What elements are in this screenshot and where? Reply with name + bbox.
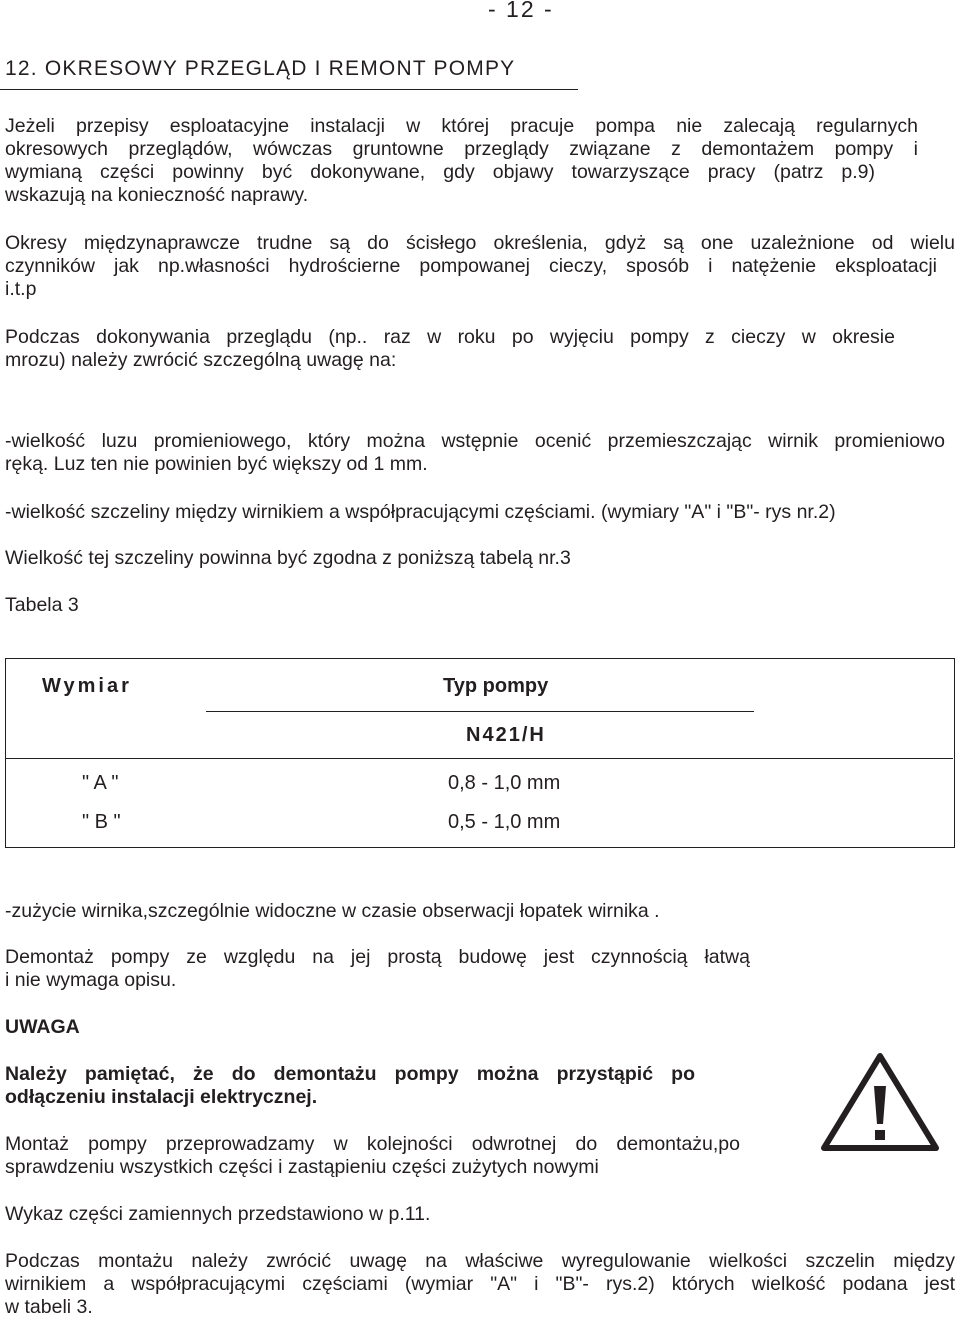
title-underline	[0, 89, 578, 90]
table-row-a-value: 0,8 - 1,0 mm	[448, 772, 561, 794]
page-number: - 12 -	[488, 0, 554, 22]
intervals-paragraph	[5, 232, 955, 301]
intervals-line: czynników jak np.własności hydrościerne pompowanej cieczy, sposób i natężenie eksploatacji	[5, 255, 937, 277]
assembly-line: Montaż pompy przeprowadzamy w kolejności odwrotnej do demontażu,po	[5, 1133, 740, 1155]
intro-paragraph	[5, 115, 918, 207]
table-label: Tabela 3	[5, 594, 79, 616]
final-line: wirnikiem a współpracującymi częściami (wymiar "A" i "B"- rys.2) których wielkość podana jest	[5, 1273, 955, 1295]
intro-line: wymianą części powinny być dokonywane, gdy objawy towarzyszące pracy (patrz p.9)	[5, 161, 875, 183]
disassembly-paragraph	[5, 946, 750, 992]
intro-line: Jeżeli przepisy esploatacyjne instalacji w której pracuje pompa nie zalecają regularnych	[5, 115, 918, 137]
table-divider	[206, 711, 754, 712]
final-paragraph	[5, 1250, 955, 1319]
warning-text	[5, 1063, 695, 1109]
disassembly-line: Demontaż pompy ze względu na jej prostą budowę jest czynnością łatwą	[5, 946, 750, 968]
table-header-pump-type: Typ pompy	[443, 675, 549, 697]
assembly-line: sprawdzeniu wszystkich części i zastąpieniu części zużytych nowymi	[5, 1156, 599, 1178]
radial-play-paragraph	[5, 430, 945, 476]
intervals-line: Okresy międzynaprawcze trudne są do ścisłego określenia, gdyż są one uzależnione od wielu	[5, 232, 955, 254]
section-title: 12. OKRESOWY PRZEGLĄD I REMONT POMPY	[5, 57, 516, 80]
gap-table-reference: Wielkość tej szczeliny powinna być zgodna z poniższą tabelą nr.3	[5, 547, 571, 569]
intro-line: wskazują na konieczność naprawy.	[5, 184, 309, 206]
gap-paragraph: -wielkość szczeliny między wirnikiem a współpracującymi częściami. (wymiary "A" i "B"- rys nr.2)	[5, 501, 836, 523]
warning-line: Należy pamiętać, że do demontażu pompy można przystąpić po	[5, 1063, 695, 1085]
inspection-line: mrozu) należy zwrócić szczególną uwagę na:	[5, 349, 397, 371]
disassembly-line: i nie wymaga opisu.	[5, 969, 177, 991]
table-row-b-dimension: " B "	[82, 811, 121, 833]
radial-play-line: ręką. Luz ten nie powinien być większy od 1 mm.	[5, 453, 428, 475]
table-header-dimension: Wymiar	[42, 675, 132, 697]
dimension-table	[5, 658, 955, 848]
table-divider	[6, 758, 953, 759]
inspection-paragraph	[5, 326, 895, 372]
final-line: Podczas montażu należy zwrócić uwagę na właściwe wyregulowanie wielkości szczelin między	[5, 1250, 955, 1272]
wear-paragraph: -zużycie wirnika,szczególnie widoczne w czasie obserwacji łopatek wirnika .	[5, 900, 660, 922]
warning-line: odłączeniu instalacji elektrycznej.	[5, 1086, 318, 1108]
warning-heading: UWAGA	[5, 1016, 80, 1038]
radial-play-line: -wielkość luzu promieniowego, który można wstępnie ocenić przemieszczając wirnik promieniowo	[5, 430, 945, 452]
table-pump-model: N421/H	[466, 724, 546, 746]
inspection-line: Podczas dokonywania przeglądu (np.. raz w roku po wyjęciu pompy z cieczy w okresie	[5, 326, 895, 348]
table-row-b-value: 0,5 - 1,0 mm	[448, 811, 561, 833]
intervals-line: i.t.p	[5, 278, 37, 300]
spare-parts-paragraph: Wykaz części zamiennych przedstawiono w p.11.	[5, 1203, 431, 1225]
table-row-a-dimension: " A "	[82, 772, 119, 794]
assembly-paragraph	[5, 1133, 740, 1179]
intro-line: okresowych przeglądów, wówczas gruntowne przeglądy związane z demontażem pompy i	[5, 138, 918, 160]
final-line: w tabeli 3.	[5, 1296, 93, 1318]
exclamation-mark-triangle-icon	[820, 1052, 940, 1152]
